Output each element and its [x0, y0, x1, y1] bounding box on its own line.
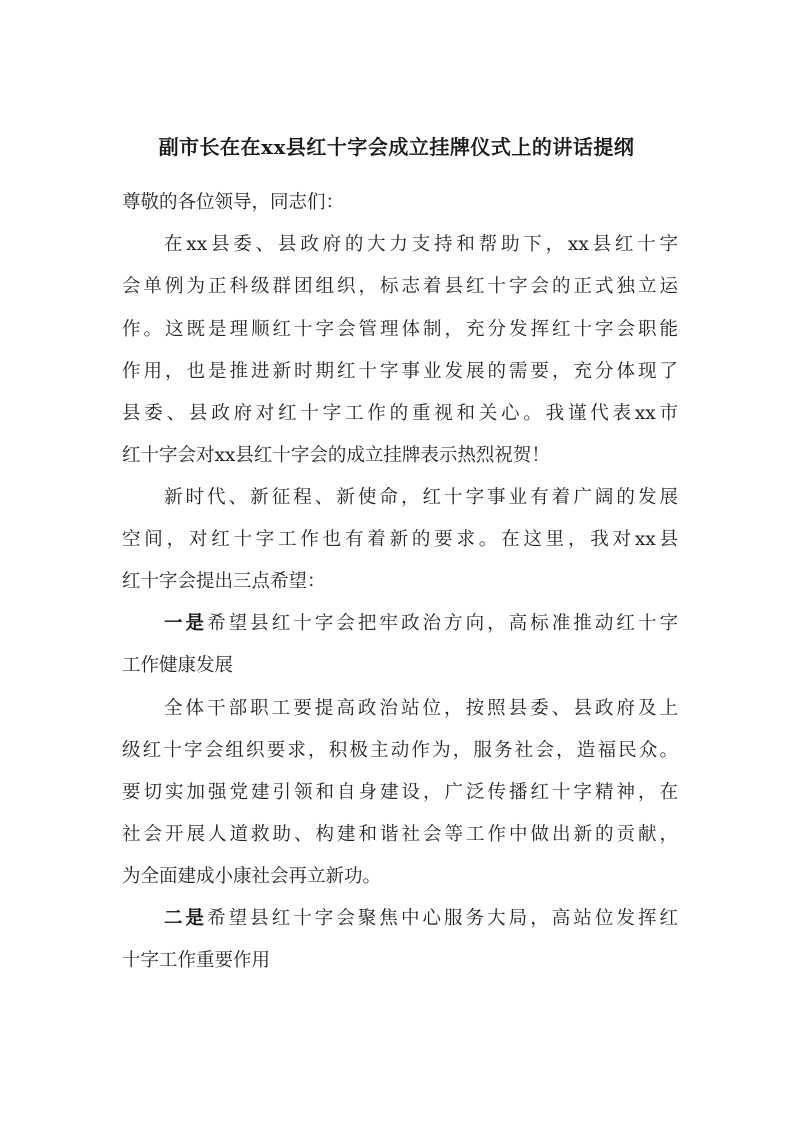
paragraph-2-line-2: 空间，对红十字工作也有着新的要求。在这里，我对xx县	[122, 529, 678, 550]
point-2-text: 希望县红十字会聚焦中心服务大局，高站位发挥红	[207, 908, 678, 929]
paragraph-2-line-3: 红十字会提出三点希望：	[122, 571, 326, 592]
point-2-heading	[164, 907, 678, 931]
paragraph-1-line-5: 县委、县政府对红十字工作的重视和关心。我谨代表xx市	[122, 403, 678, 424]
point-1-text: 希望县红十字会把牢政治方向，高标准推动红十字	[207, 613, 678, 634]
paragraph-1-line-3: 作。这既是理顺红十字会管理体制，充分发挥红十字会职能	[122, 319, 678, 340]
paragraph-1-line-2: 会单例为正科级群团组织，标志着县红十字会的正式独立运	[122, 276, 678, 297]
point-1-lead: 一是	[164, 613, 208, 634]
paragraph-3-line-3: 要切实加强党建引领和自身建设，广泛传播红十字精神，在	[122, 782, 678, 803]
point-1-heading	[164, 612, 678, 636]
paragraph-1-line-4: 作用，也是推进新时期红十字事业发展的需要，充分体现了	[122, 361, 678, 382]
paragraph-1-line-6: 红十字会对xx县红十字会的成立挂牌表示热烈祝贺！	[122, 445, 550, 466]
paragraph-3-line-4: 社会开展人道救助、构建和谐社会等工作中做出新的贡献，	[122, 824, 678, 845]
paragraph-1-line-1: 在xx县委、县政府的大力支持和帮助下，xx县红十字	[164, 234, 678, 255]
point-2-heading-line-2: 十字工作重要作用	[122, 950, 271, 971]
document-title: 副市长在在xx县红十字会成立挂牌仪式上的讲话提纲	[158, 135, 635, 159]
paragraph-3-line-1: 全体干部职工要提高政治站位，按照县委、县政府及上	[164, 698, 678, 719]
paragraph-3-line-5: 为全面建成小康社会再立新功。	[122, 866, 382, 887]
point-1-heading-line-2: 工作健康发展	[122, 655, 234, 676]
point-2-lead: 二是	[164, 908, 208, 929]
paragraph-2-line-1: 新时代、新征程、新使命，红十字事业有着广阔的发展	[164, 487, 678, 508]
salutation: 尊敬的各位领导，同志们：	[122, 192, 345, 213]
paragraph-3-line-2: 级红十字会组织要求，积极主动作为，服务社会，造福民众。	[122, 740, 678, 761]
